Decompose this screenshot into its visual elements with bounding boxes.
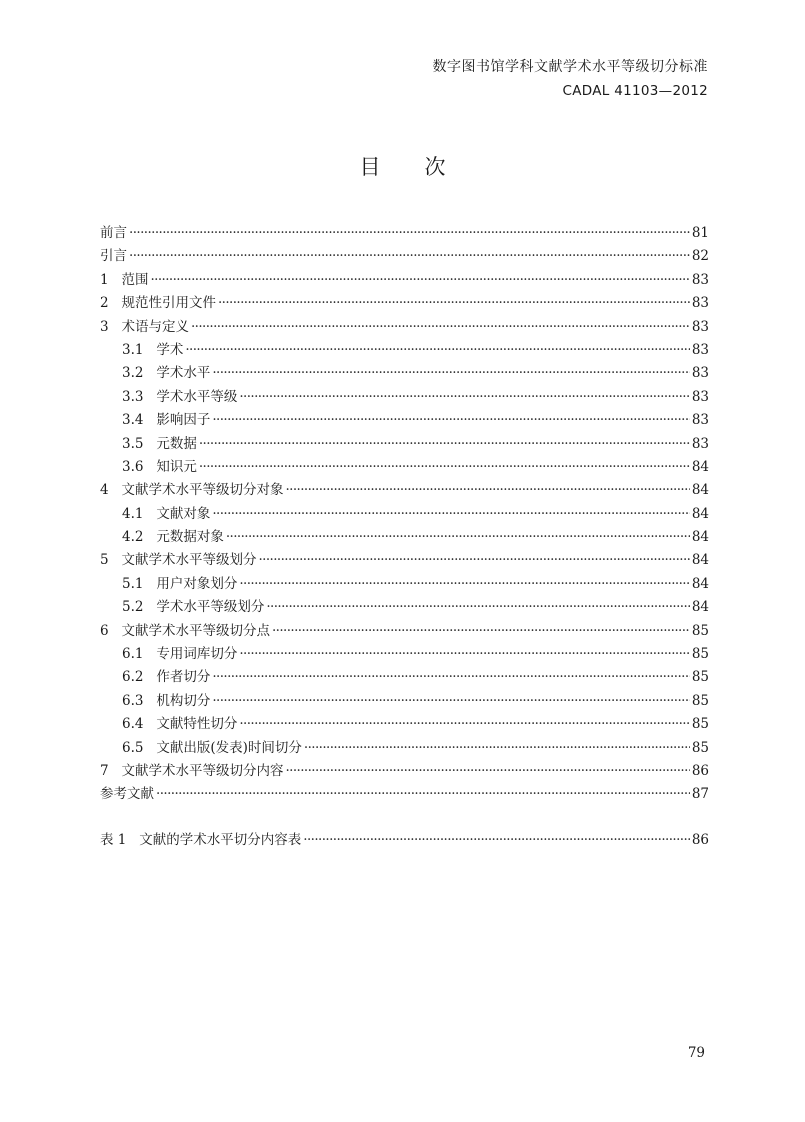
toc-entry-number: 3.4 — [122, 412, 157, 429]
toc-entry-title: 学术水平 — [156, 365, 211, 382]
toc-entry-title: 专用词库切分 — [156, 646, 238, 663]
toc-entry-number: 表 1 — [100, 832, 140, 848]
toc-entry[interactable] — [100, 737, 709, 760]
toc-entry-title: 知识元 — [156, 458, 197, 475]
toc-entry[interactable] — [100, 409, 709, 432]
toc-entry-title: 范围 — [121, 271, 149, 288]
toc-entry-number: 6.2 — [122, 669, 157, 686]
title-char-1: 目 — [359, 155, 381, 179]
toc-entry[interactable] — [100, 620, 709, 643]
toc-entry-number: 1 — [100, 271, 122, 288]
toc-entry[interactable] — [100, 362, 709, 385]
toc-entry-title: 文献出版(发表)时间切分 — [156, 739, 302, 756]
toc-entry-title: 文献学术水平等级切分对象 — [121, 482, 284, 499]
toc-entry-page: 84 — [691, 458, 709, 475]
toc-entry-title: 学术水平等级划分 — [156, 599, 265, 616]
toc-entry-number: 3.5 — [122, 435, 157, 452]
toc-entry[interactable] — [100, 316, 709, 339]
dot-leader — [239, 713, 689, 736]
toc-entry-page: 85 — [691, 739, 709, 756]
toc-entry[interactable] — [100, 596, 709, 619]
toc-entry-page: 87 — [691, 786, 709, 803]
dot-leader — [129, 245, 690, 268]
toc-entry-title: 文献的学术水平切分内容表 — [139, 832, 302, 848]
toc-entry-page: 83 — [691, 341, 709, 358]
dot-leader — [272, 620, 690, 643]
dot-leader — [150, 269, 689, 292]
dot-leader — [258, 549, 689, 572]
dot-leader — [191, 316, 690, 339]
dot-leader — [199, 433, 690, 456]
toc-entry[interactable] — [100, 549, 709, 572]
toc-entry-page: 82 — [691, 248, 709, 265]
toc-entry-page: 85 — [691, 692, 709, 709]
toc-entry-number: 7 — [100, 762, 122, 779]
toc-entry-page: 83 — [691, 271, 709, 288]
dot-leader — [239, 386, 689, 409]
toc-entry-number: 6 — [100, 622, 122, 639]
toc-entry-page: 83 — [691, 388, 709, 405]
toc-entry-page: 84 — [691, 575, 709, 592]
toc-entry-title: 影响因子 — [156, 412, 211, 429]
toc-entry-title: 规范性引用文件 — [121, 295, 216, 312]
toc-entry-number: 2 — [100, 295, 122, 312]
toc-entry-page: 81 — [691, 225, 709, 241]
toc-entry-number: 6.1 — [122, 646, 157, 663]
toc-entry-page: 85 — [691, 669, 709, 686]
toc-entry-number: 5.1 — [122, 575, 157, 592]
dot-leader — [212, 362, 689, 385]
toc-entry[interactable] — [100, 666, 709, 689]
dot-leader — [212, 690, 689, 713]
toc-entry[interactable] — [100, 643, 709, 666]
toc-entry-page: 83 — [691, 295, 709, 312]
dot-leader — [304, 737, 690, 760]
toc-entry-page: 83 — [691, 412, 709, 429]
toc-entry-title: 术语与定义 — [121, 318, 189, 335]
toc-entry[interactable] — [100, 526, 709, 549]
toc-entry[interactable] — [100, 690, 709, 713]
dot-leader — [156, 783, 690, 806]
toc-entry-number: 3 — [100, 318, 122, 335]
toc-entry-title: 参考文献 — [100, 786, 154, 803]
toc-entry[interactable] — [100, 269, 709, 292]
toc-entry-page: 85 — [691, 622, 709, 639]
toc-entry-number: 5.2 — [122, 599, 157, 616]
toc-entry-number: 6.3 — [122, 692, 157, 709]
running-header — [433, 58, 709, 100]
dot-leader — [129, 222, 690, 245]
toc-entry[interactable] — [100, 222, 709, 245]
toc-entry-number: 4.2 — [122, 529, 157, 546]
toc-entry-number: 4.1 — [122, 505, 157, 522]
toc-entry-page: 85 — [691, 716, 709, 733]
toc-entry-title: 文献学术水平等级划分 — [121, 552, 257, 569]
toc-entry-title: 学术 — [156, 341, 184, 358]
toc-entry-number: 3.2 — [122, 365, 157, 382]
toc-entry-page: 84 — [691, 505, 709, 522]
toc-entry-title: 引言 — [100, 248, 127, 265]
toc-entry-page: 83 — [691, 318, 709, 335]
toc-entry-number: 3.3 — [122, 388, 157, 405]
toc-entry-title: 文献特性切分 — [156, 716, 238, 733]
dot-leader — [212, 409, 689, 432]
page-title — [0, 151, 805, 181]
dot-leader — [212, 666, 689, 689]
standard-code: CADAL 41103—2012 — [562, 83, 708, 99]
toc-entry-title: 文献学术水平等级切分点 — [121, 622, 270, 639]
dot-leader — [185, 339, 689, 362]
dot-leader — [303, 829, 690, 852]
title-char-2: 次 — [424, 155, 446, 179]
toc-entry-title: 前言 — [100, 225, 127, 241]
toc-entry-title: 文献学术水平等级切分内容 — [121, 762, 284, 779]
dot-leader — [199, 456, 690, 479]
toc-entry[interactable] — [100, 503, 709, 526]
toc-entry[interactable] — [100, 760, 709, 783]
toc-entry[interactable] — [100, 339, 709, 362]
toc-entry-number: 3.6 — [122, 458, 157, 475]
dot-leader — [212, 503, 689, 526]
toc-entry[interactable] — [100, 783, 709, 806]
dot-leader — [239, 573, 689, 596]
toc-entry-number: 5 — [100, 552, 122, 569]
toc-entry-title: 机构切分 — [156, 692, 211, 709]
toc-entry-page: 84 — [691, 599, 709, 616]
toc-entry[interactable] — [100, 245, 709, 268]
dot-leader — [285, 479, 689, 502]
standard-title: 数字图书馆学科文献学术水平等级切分标准 — [432, 59, 708, 75]
toc-entry[interactable] — [100, 433, 709, 456]
toc-entry[interactable] — [100, 479, 709, 502]
toc-entry-page: 83 — [691, 435, 709, 452]
toc-entry-title: 学术水平等级 — [156, 388, 238, 405]
dot-leader — [226, 526, 690, 549]
dot-leader — [266, 596, 689, 619]
toc-entry-number: 6.4 — [122, 716, 157, 733]
table-of-contents — [100, 222, 709, 807]
toc-entry-page: 83 — [691, 365, 709, 382]
toc-entry[interactable] — [100, 456, 709, 479]
list-of-tables — [100, 829, 709, 852]
dot-leader — [239, 643, 689, 666]
toc-entry-number: 4 — [100, 482, 122, 499]
toc-entry-page: 84 — [691, 482, 709, 499]
toc-entry[interactable] — [100, 573, 709, 596]
toc-entry[interactable] — [100, 292, 709, 315]
toc-entry[interactable] — [100, 713, 709, 736]
toc-entry-page: 86 — [691, 832, 709, 848]
page-number: 79 — [687, 1045, 705, 1061]
toc-entry[interactable] — [100, 829, 709, 852]
toc-entry-number: 3.1 — [122, 341, 157, 358]
toc-entry-page: 86 — [691, 762, 709, 779]
toc-entry-title: 元数据对象 — [156, 529, 224, 546]
toc-entry-title: 用户对象划分 — [156, 575, 238, 592]
toc-entry-number: 6.5 — [122, 739, 157, 756]
toc-entry-title: 元数据 — [156, 435, 197, 452]
toc-entry-title: 文献对象 — [156, 505, 211, 522]
toc-entry-page: 85 — [691, 646, 709, 663]
dot-leader — [218, 292, 690, 315]
toc-entry[interactable] — [100, 386, 709, 409]
toc-entry-page: 84 — [691, 552, 709, 569]
toc-entry-title: 作者切分 — [156, 669, 211, 686]
dot-leader — [285, 760, 689, 783]
toc-entry-page: 84 — [691, 529, 709, 546]
